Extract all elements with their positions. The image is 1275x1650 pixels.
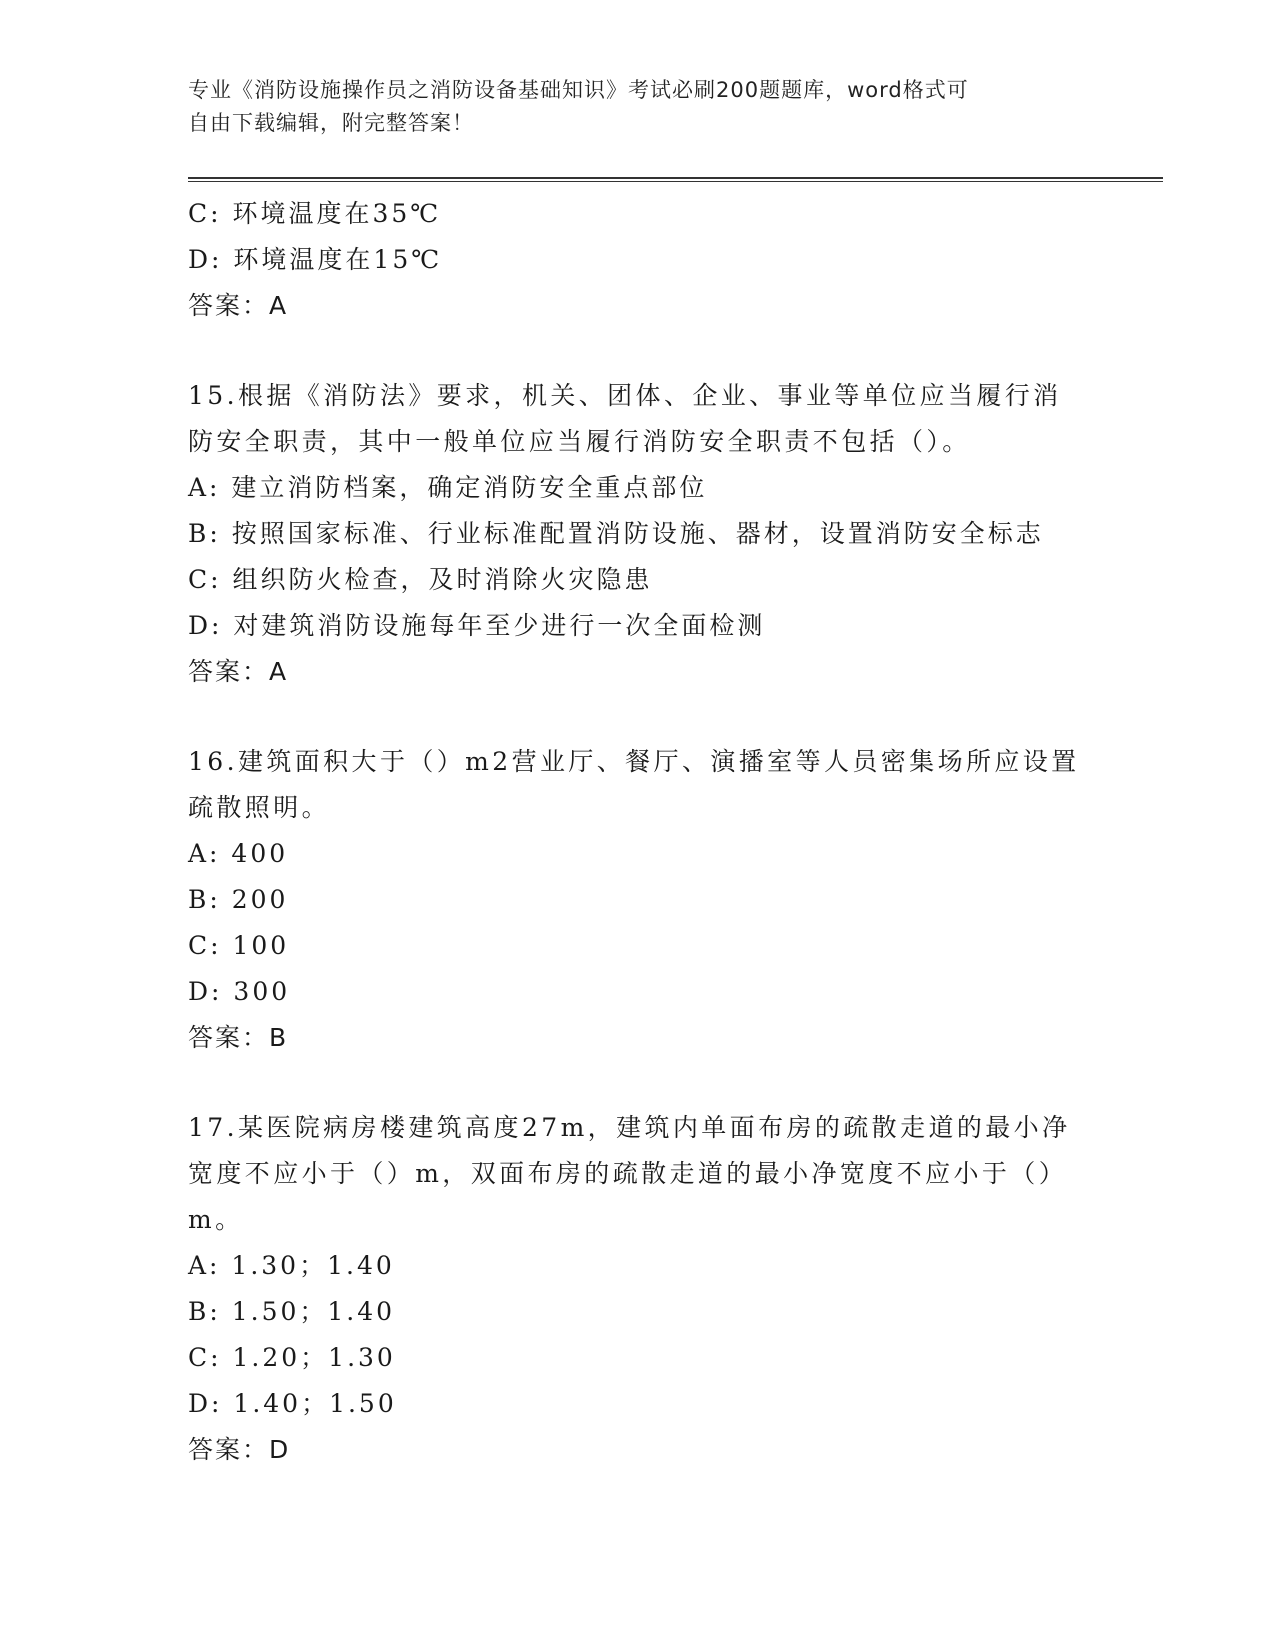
- header-divider: [188, 177, 1163, 182]
- option-d: D: 300: [188, 977, 291, 1006]
- question-15: [188, 373, 1088, 695]
- document-body: [188, 191, 1088, 1473]
- question-stem: m。: [188, 1205, 244, 1234]
- question-stem: 宽度不应小于（）m，双面布房的疏散走道的最小净宽度不应小于（）: [188, 1159, 1068, 1188]
- question-stem: 17.某医院病房楼建筑高度27m，建筑内单面布房的疏散走道的最小净: [188, 1113, 1071, 1142]
- question-stem: 防安全职责，其中一般单位应当履行消防安全职责不包括（）。: [188, 427, 971, 456]
- question-16: [188, 739, 1088, 1061]
- option-d: D: 对建筑消防设施每年至少进行一次全面检测: [188, 611, 766, 640]
- previous-question-tail: [188, 191, 1088, 329]
- header-line-1: 专业《消防设施操作员之消防设备基础知识》考试必刷200题题库，word格式可: [188, 78, 969, 102]
- answer: 答案：D: [188, 1435, 291, 1464]
- option-b: B: 按照国家标准、行业标准配置消防设施、器材，设置消防安全标志: [188, 519, 1044, 548]
- option-a: A: 400: [188, 839, 289, 868]
- option-c: C: 1.20；1.30: [188, 1343, 396, 1372]
- option-c: C: 100: [188, 931, 290, 960]
- option-b: B: 200: [188, 885, 289, 914]
- question-stem: 16.建筑面积大于（）m2营业厅、餐厅、演播室等人员密集场所应设置: [188, 747, 1080, 776]
- option-d: D: 1.40；1.50: [188, 1389, 397, 1418]
- question-stem: 疏散照明。: [188, 793, 331, 822]
- option-a: A: 建立消防档案，确定消防安全重点部位: [188, 473, 708, 502]
- option-b: B: 1.50；1.40: [188, 1297, 396, 1326]
- question-stem: 15.根据《消防法》要求，机关、团体、企业、事业等单位应当履行消: [188, 381, 1062, 410]
- answer: 答案：B: [188, 1023, 289, 1052]
- answer: 答案：A: [188, 291, 289, 320]
- option-c: C: 环境温度在35℃: [188, 199, 442, 228]
- option-c: C: 组织防火检查，及时消除火灾隐患: [188, 565, 653, 594]
- header-line-2: 自由下载编辑，附完整答案！: [188, 111, 474, 135]
- option-a: A: 1.30；1.40: [188, 1251, 395, 1280]
- page-header: [188, 74, 1088, 140]
- question-17: [188, 1105, 1088, 1473]
- option-d: D: 环境温度在15℃: [188, 245, 443, 274]
- answer: 答案：A: [188, 657, 289, 686]
